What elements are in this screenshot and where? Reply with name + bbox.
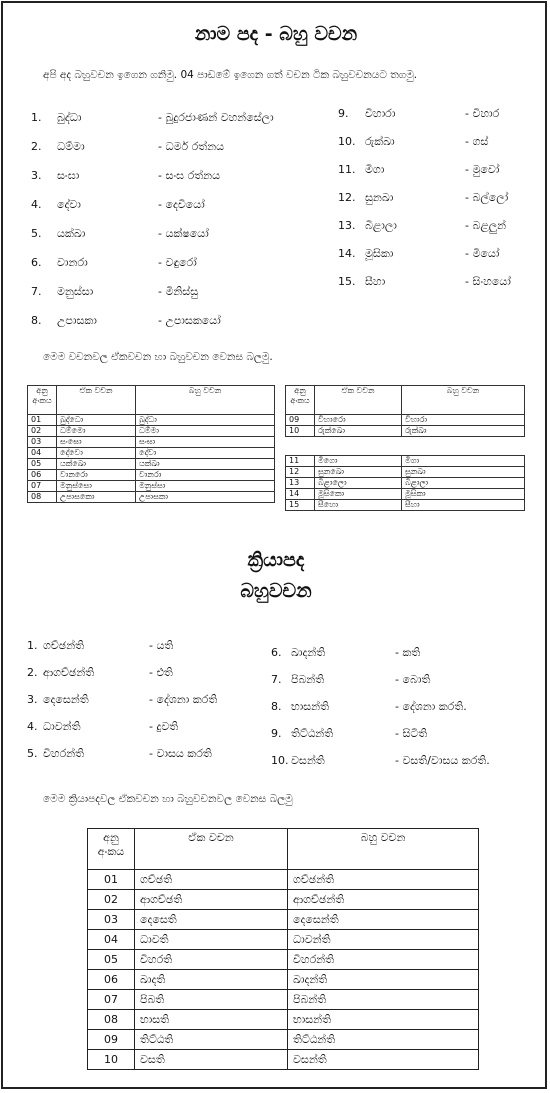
table-row: [28, 426, 275, 437]
item-number: 9.: [338, 107, 349, 120]
table-row: [286, 478, 525, 489]
table-row: [88, 870, 479, 890]
section2-title-line1: ක්‍රියාපද: [247, 549, 305, 571]
item-word: වසන්ති: [291, 754, 325, 767]
cell-plural: මූසිකා: [402, 489, 525, 500]
worksheet-page: [1, 1, 547, 1089]
table-header-singular: ඒක වචන: [315, 386, 402, 415]
item-meaning: - බොති: [395, 673, 431, 686]
item-number: 1.: [31, 111, 42, 124]
item-number: 14.: [338, 247, 356, 260]
item-meaning: - ධර්ම රත්නය: [158, 140, 225, 153]
table-row: [28, 448, 275, 459]
item-number: 10.: [338, 135, 356, 148]
cell-plural: රුක්ඛා: [402, 426, 525, 437]
table-row: [286, 456, 525, 467]
item-number: 5.: [27, 747, 38, 760]
item-meaning: - වසති/වාසය කරති.: [395, 754, 490, 767]
cell-singular: ඛාදති: [135, 970, 288, 990]
noun-table-right-bottom: [285, 455, 525, 511]
item-word: ගච්ඡන්ති: [43, 639, 85, 652]
item-word: රුක්ඛා: [365, 135, 395, 148]
item-number: 5.: [31, 227, 42, 240]
cell-plural: දෙසෙන්ති: [288, 910, 479, 930]
table-row: [28, 481, 275, 492]
cell-plural: සුනඛා: [402, 467, 525, 478]
cell-index: 09: [88, 1030, 135, 1050]
cell-singular: සීහො: [315, 500, 402, 511]
item-number: 4.: [27, 720, 38, 733]
cell-plural: උපාසකා: [136, 492, 275, 503]
item-word: භාසන්ති: [291, 700, 330, 713]
cell-plural: පිබන්ති: [288, 990, 479, 1010]
table-header-plural: බහු වචන: [402, 386, 525, 415]
cell-plural: ගච්ඡන්ති: [288, 870, 479, 890]
cell-index: 06: [28, 470, 57, 481]
section1-title: නාම පද - බහු වචන: [194, 23, 358, 45]
cell-plural: මිගා: [402, 456, 525, 467]
item-number: 7.: [271, 673, 282, 686]
cell-singular: බුද්ධො: [57, 415, 136, 426]
item-word: ධාවන්ති: [43, 720, 81, 733]
item-meaning: - බුදුරජාණන් වහන්සේලා: [158, 111, 274, 124]
table-header-plural: බහු වචන: [288, 829, 479, 870]
table-header-plural: බහු වචන: [136, 386, 275, 415]
cell-plural: විහරන්ති: [288, 950, 479, 970]
item-number: 11.: [338, 163, 356, 176]
noun-table-left: [27, 385, 275, 503]
table-row: [286, 426, 525, 437]
cell-singular: විහාරො: [315, 415, 402, 426]
item-number: 2.: [27, 666, 38, 679]
table-row: [28, 437, 275, 448]
cell-singular: වානරො: [57, 470, 136, 481]
item-number: 3.: [27, 693, 38, 706]
table-row: [88, 890, 479, 910]
item-word: බුද්ධා: [57, 111, 82, 124]
item-meaning: - ගස්: [465, 135, 489, 148]
item-word: තිට්ඨන්ති: [291, 727, 334, 740]
item-meaning: - සිටිති: [395, 727, 428, 740]
table-row: [88, 1030, 479, 1050]
cell-plural: බුද්ධා: [136, 415, 275, 426]
item-word: වානරා: [57, 256, 88, 269]
cell-singular: දෙසෙති: [135, 910, 288, 930]
item-number: 6.: [271, 646, 282, 659]
cell-singular: ආගච්ඡති: [135, 890, 288, 910]
cell-plural: සංඝා: [136, 437, 275, 448]
item-number: 4.: [31, 198, 42, 211]
cell-index: 01: [88, 870, 135, 890]
item-number: 10.: [271, 754, 289, 767]
cell-singular: බිළාලො: [315, 478, 402, 489]
item-number: 2.: [31, 140, 42, 153]
cell-index: 03: [28, 437, 57, 448]
item-meaning: - සංඝ රත්නය: [158, 169, 220, 182]
cell-index: 13: [286, 478, 315, 489]
item-meaning: - වාසය කරති: [149, 747, 212, 760]
item-number: 3.: [31, 169, 42, 182]
item-word: බිළාලා: [365, 219, 397, 232]
table-header-singular: ඒක වචන: [135, 829, 288, 870]
item-meaning: - කති: [395, 646, 421, 659]
item-number: 1.: [27, 639, 38, 652]
item-word: ඛාදන්ති: [291, 646, 326, 659]
cell-singular: තිට්ඨති: [135, 1030, 288, 1050]
cell-plural: යක්ඛා: [136, 459, 275, 470]
cell-singular: සුනඛො: [315, 467, 402, 478]
table-row: [88, 910, 479, 930]
cell-singular: දේවො: [57, 448, 136, 459]
item-meaning: - දේශනා කරති.: [395, 700, 467, 713]
cell-index: 07: [88, 990, 135, 1010]
cell-singular: පිබති: [135, 990, 288, 1010]
item-meaning: - යක්ෂයෝ: [158, 227, 209, 240]
item-meaning: - එති: [149, 666, 173, 679]
section1-intro: අපි අද බහුවචන ඉගෙන ගනිමු. 04 පාඩමේ ඉගෙන ගත් වචන ටික බහුවචනයට තගමු.: [43, 69, 418, 81]
cell-plural: ආගච්ඡන්ති: [288, 890, 479, 910]
table-row: [88, 930, 479, 950]
verb-table: [87, 828, 479, 1070]
item-word: සුනඛා: [365, 191, 394, 204]
cell-index: 10: [88, 1050, 135, 1070]
section2-title-line2: බහුවචන: [240, 580, 312, 602]
table-row: [286, 415, 525, 426]
item-word: දේවා: [57, 198, 81, 211]
cell-index: 14: [286, 489, 315, 500]
table-row: [286, 500, 525, 511]
item-meaning: - දේශනා කරති: [149, 693, 218, 706]
item-word: සංඝා: [57, 169, 80, 182]
item-word: උපාසකා: [57, 314, 97, 327]
table-row: [88, 1010, 479, 1030]
cell-index: 09: [286, 415, 315, 426]
table-row: [28, 470, 275, 481]
cell-plural: සීහා: [402, 500, 525, 511]
cell-singular: ගච්ඡති: [135, 870, 288, 890]
item-word: සීහා: [365, 275, 386, 288]
item-meaning: - බල්ලෝ: [465, 191, 509, 204]
cell-singular: යක්ඛො: [57, 459, 136, 470]
cell-singular: සංඝො: [57, 437, 136, 448]
table-row: [28, 459, 275, 470]
item-number: 7.: [31, 285, 42, 298]
table-row: [88, 970, 479, 990]
table-row: [286, 467, 525, 478]
cell-plural: මනුස්සා: [136, 481, 275, 492]
item-meaning: - දුවති: [149, 720, 179, 733]
item-meaning: - උපාසකයෝ: [158, 314, 221, 327]
item-meaning: - වඳුරෝ: [158, 256, 197, 269]
table-row: [88, 990, 479, 1010]
table-row: [286, 489, 525, 500]
item-meaning: - මුවෝ: [465, 163, 500, 176]
item-meaning: - බළලුන්: [465, 219, 507, 232]
cell-singular: මූසිකො: [315, 489, 402, 500]
table-header-index: අනු අංකය: [88, 829, 135, 870]
item-word: මනුස්සා: [57, 285, 94, 298]
cell-plural: ඛාදන්ති: [288, 970, 479, 990]
cell-index: 04: [88, 930, 135, 950]
cell-singular: භාසති: [135, 1010, 288, 1030]
cell-plural: ධම්මා: [136, 426, 275, 437]
cell-singular: රුක්ඛො: [315, 426, 402, 437]
item-number: 13.: [338, 219, 356, 232]
cell-index: 08: [88, 1010, 135, 1030]
item-word: මූසිකා: [365, 247, 394, 260]
cell-singular: ධාවති: [135, 930, 288, 950]
item-meaning: - යති: [149, 639, 174, 652]
section1-compare-caption: මෙම වචනවල ඒකවචන හා බහුවචන වෙනස බලමු.: [43, 351, 273, 363]
table-row: [88, 950, 479, 970]
cell-plural: වානරා: [136, 470, 275, 481]
cell-singular: මිගො: [315, 456, 402, 467]
cell-index: 05: [28, 459, 57, 470]
item-number: 8.: [31, 314, 42, 327]
cell-plural: තිට්ඨන්ති: [288, 1030, 479, 1050]
cell-singular: විහරති: [135, 950, 288, 970]
item-word: ධම්මා: [57, 140, 85, 153]
noun-table-right-top: [285, 385, 525, 437]
cell-plural: දේවා: [136, 448, 275, 459]
item-word: ආගච්ඡන්ති: [43, 666, 95, 679]
cell-index: 01: [28, 415, 57, 426]
cell-index: 03: [88, 910, 135, 930]
cell-index: 15: [286, 500, 315, 511]
item-meaning: - සිංහයෝ: [465, 275, 511, 288]
table-header-index: අනු අංකය: [286, 386, 315, 415]
item-word: මිගා: [365, 163, 385, 176]
item-word: විහාරා: [365, 107, 396, 120]
cell-plural: විහාරා: [402, 415, 525, 426]
item-number: 9.: [271, 727, 282, 740]
item-word: යක්ඛා: [57, 227, 86, 240]
item-word: දෙසෙන්ති: [43, 693, 89, 706]
table-header-singular: ඒක වචන: [57, 386, 136, 415]
cell-plural: බිළාලා: [402, 478, 525, 489]
cell-index: 06: [88, 970, 135, 990]
item-word: පිබන්ති: [291, 673, 325, 686]
table-row: [88, 1050, 479, 1070]
cell-index: 08: [28, 492, 57, 503]
cell-singular: උපාසකො: [57, 492, 136, 503]
cell-singular: වසති: [135, 1050, 288, 1070]
item-number: 12.: [338, 191, 356, 204]
cell-index: 05: [88, 950, 135, 970]
item-word: විහරන්ති: [43, 747, 85, 760]
cell-plural: ධාවන්ති: [288, 930, 479, 950]
table-header-index: අනු අංකය: [28, 386, 57, 415]
cell-plural: භාසන්ති: [288, 1010, 479, 1030]
item-number: 15.: [338, 275, 356, 288]
cell-plural: වසන්ති: [288, 1050, 479, 1070]
table-row: [28, 415, 275, 426]
item-number: 6.: [31, 256, 42, 269]
cell-singular: මනුස්සො: [57, 481, 136, 492]
table-row: [28, 492, 275, 503]
cell-index: 11: [286, 456, 315, 467]
cell-index: 02: [88, 890, 135, 910]
item-meaning: - දෙවියෝ: [158, 198, 205, 211]
item-meaning: - මීයෝ: [465, 247, 500, 260]
cell-index: 04: [28, 448, 57, 459]
cell-index: 12: [286, 467, 315, 478]
cell-singular: ධම්මො: [57, 426, 136, 437]
cell-index: 02: [28, 426, 57, 437]
item-meaning: - විහාර: [465, 107, 500, 120]
item-number: 8.: [271, 700, 282, 713]
cell-index: 10: [286, 426, 315, 437]
item-meaning: - මිනිස්සු: [158, 285, 199, 298]
cell-index: 07: [28, 481, 57, 492]
section2-compare-caption: මෙම ක්‍රියාපදවල ඒකවචන හා බහුවචනවල වෙනස බලමු: [43, 793, 293, 805]
